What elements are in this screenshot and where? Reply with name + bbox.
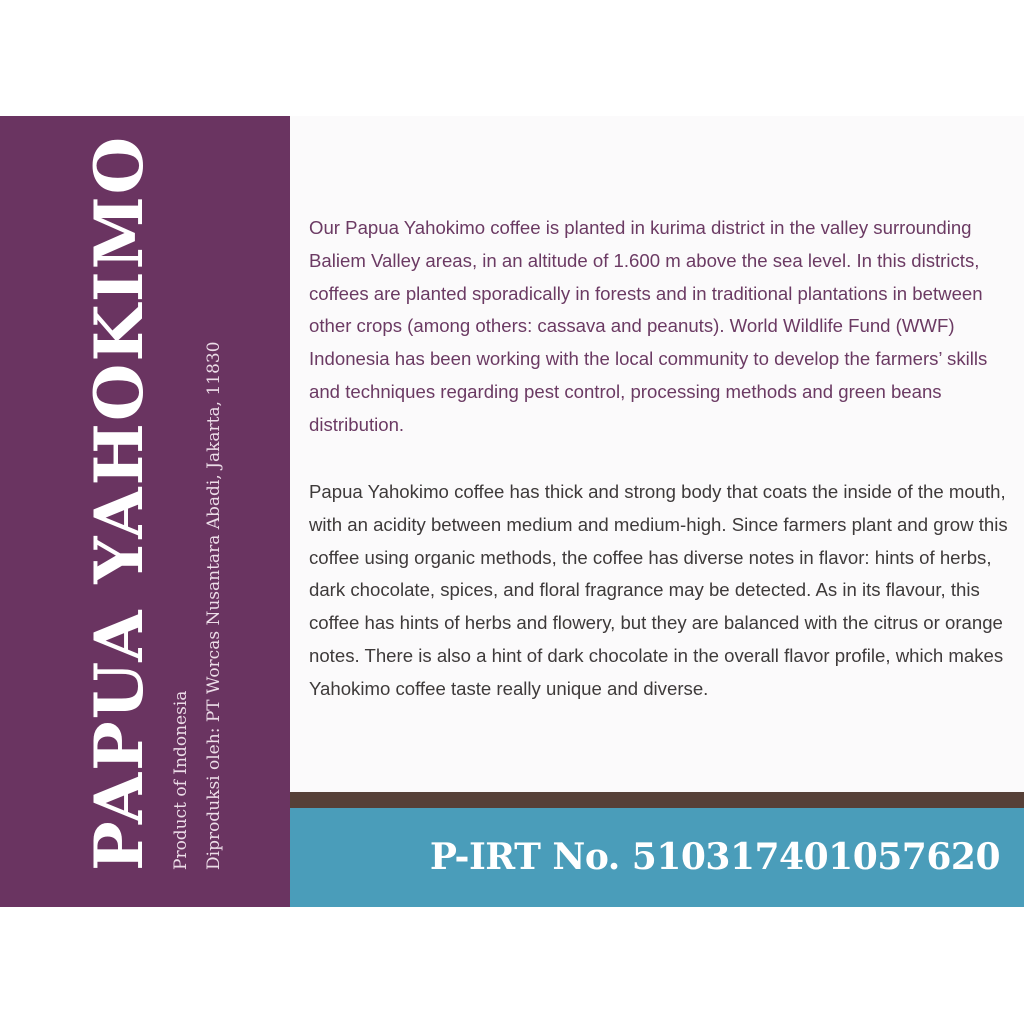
origin-text: Product of Indonesia	[171, 690, 191, 870]
side-panel	[0, 116, 290, 907]
brown-divider-band	[290, 792, 1024, 808]
product-title: PAPUA YAHOKIMO	[80, 134, 158, 871]
pirt-footer-band	[290, 808, 1024, 907]
description-paragraph-flavor: Papua Yahokimo coffee has thick and strong body that coats the inside of the mouth, with an acidity between medium and medium-high. Since farmers plant and grow this coffee using organic methods, the coffee has diverse notes in flavor: hints of herbs, dark chocolate, spices, and floral fragrance may be detected. As in its flavour, this coffee has hints of herbs and flowery, but they are balanced with the citrus or orange notes. There is also a hint of dark chocolate in the overall flavor profile, which makes Yahokimo coffee taste really unique and diverse.	[309, 481, 1008, 699]
coffee-label	[0, 116, 1024, 907]
description-panel	[290, 116, 1024, 792]
producer-text: Diproduksi oleh: PT Worcas Nusantara Abadi, Jakarta, 11830	[204, 341, 224, 870]
rotated-side-text	[0, 116, 290, 907]
pirt-number: P-IRT No. 510317401057620	[429, 836, 1000, 878]
description-paragraph-origin: Our Papua Yahokimo coffee is planted in kurima district in the valley surrounding Baliem Valley areas, in an altitude of 1.600 m above the sea level. In this districts, coffees are planted sporadically in forests and in traditional plantations in between other crops (among others: cassava and peanuts). World Wildlife Fund (WWF) Indonesia has been working with the local community to develop the farmers’ skills and techniques regarding pest control, processing methods and green beans distribution.	[309, 217, 988, 435]
